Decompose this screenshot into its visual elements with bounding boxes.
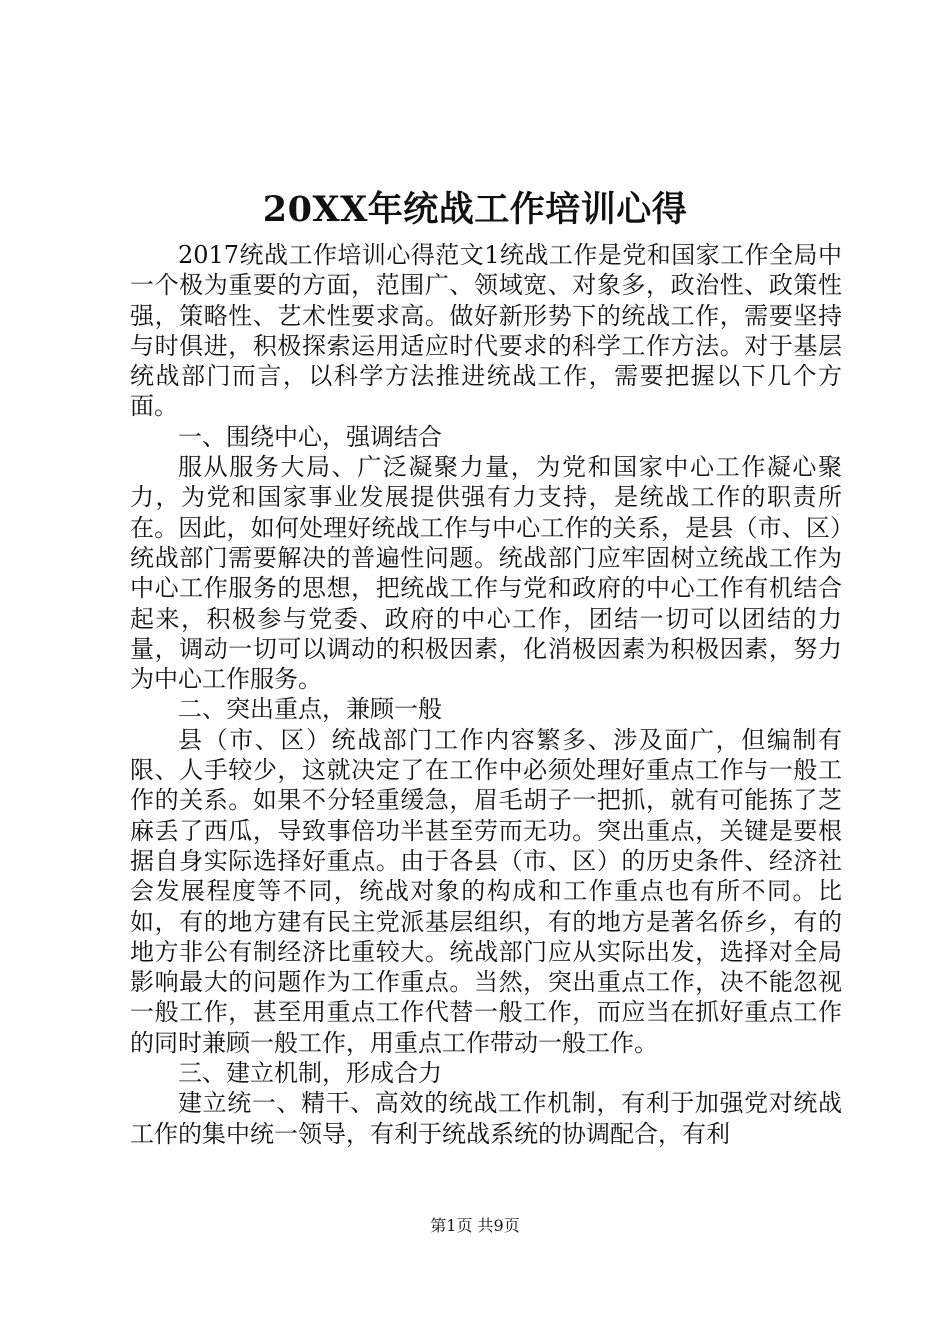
intro-paragraph: 2017统战工作培训心得范文1统战工作是党和国家工作全局中一个极为重要的方面，范围广、领域宽、对象多，政治性、政策性强，策略性、艺术性要求高。做好新形势下的统战工作，需要坚持与时俱进，积极探索运用适应时代要求的科学工作方法。对于基层统战部门而言，以科学方法推进统战工作，需要把握以下几个方面。 — [130, 241, 842, 421]
section-paragraph-2: 县（市、区）统战部门工作内容繁多、涉及面广，但编制有限、人手较少，这就决定了在工作中必须处理好重点工作与一般工作的关系。如果不分轻重缓急，眉毛胡子一把抓，就有可能拣了芝麻丢了西瓜，导致事倍功半甚至劳而无功。突出重点，关键是要根据自身实际选择好重点。由于各县（市、区）的历史条件、经济社会发展程度等不同，统战对象的构成和工作重点也有所不同。比如，有的地方建有民主党派基层组织，有的地方是著名侨乡，有的地方非公有制经济比重较大。统战部门应从实际出发，选择对全局影响最大的问题作为工作重点。当然，突出重点工作，决不能忽视一般工作，甚至用重点工作代替一般工作，而应当在抓好重点工作的同时兼顾一般工作，用重点工作带动一般工作。 — [130, 725, 842, 1057]
section-paragraph-3: 建立统一、精干、高效的统战工作机制，有利于加强党对统战工作的集中统一领导，有利于统战系统的协调配合，有利 — [130, 1089, 842, 1148]
section-paragraph-1: 服从服务大局、广泛凝聚力量，为党和国家中心工作凝心聚力，为党和国家事业发展提供强有力支持，是统战工作的职责所在。因此，如何处理好统战工作与中心工作的关系，是县（市、区）统战部门需要解决的普遍性问题。统战部门应牢固树立统战工作为中心工作服务的思想，把统战工作与党和政府的中心工作有机结合起来，积极参与党委、政府的中心工作，团结一切可以团结的力量，调动一切可以调动的积极因素，化消极因素为积极因素，努力为中心工作服务。 — [130, 453, 842, 694]
document-body — [130, 240, 842, 1149]
section-heading-3: 三、建立机制，形成合力 — [178, 1059, 442, 1088]
document-title: 20XX年统战工作培训心得 — [262, 189, 688, 230]
section-heading-1: 一、围绕中心，强调结合 — [178, 422, 442, 451]
section-heading-2: 二、突出重点，兼顾一般 — [178, 695, 442, 724]
page-number-footer: 第1页 共9页 — [430, 1216, 520, 1235]
